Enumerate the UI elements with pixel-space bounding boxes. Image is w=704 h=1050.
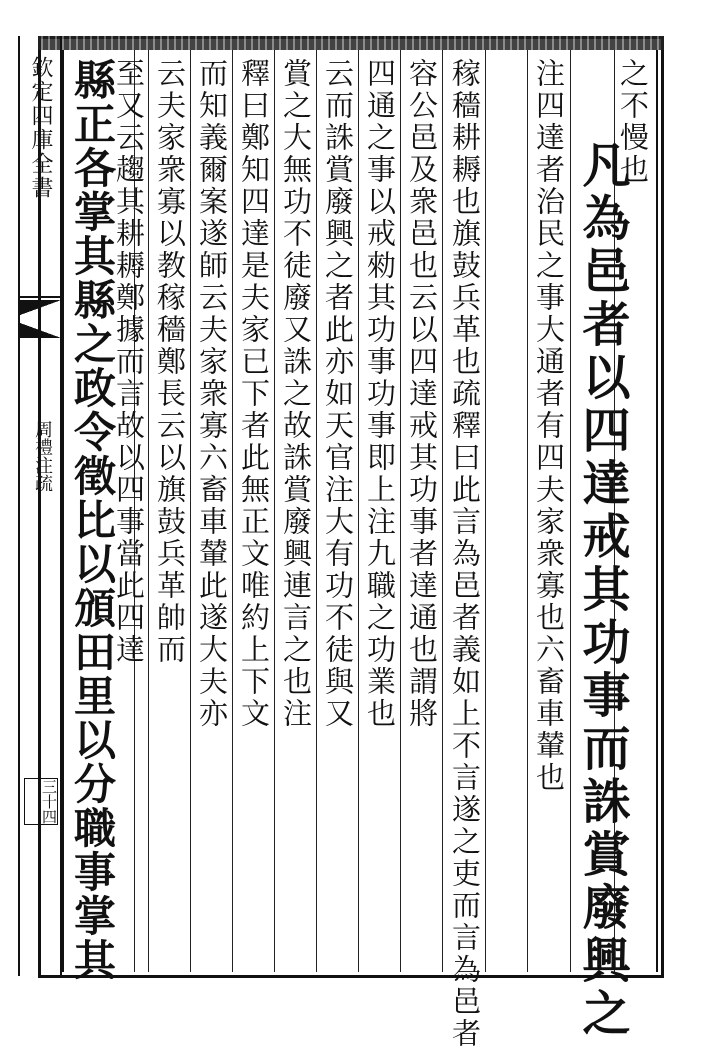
column-rule <box>442 50 443 972</box>
text-column-9: 釋曰鄭知四達是夫家已下者此無正文唯約上下文 <box>237 58 271 730</box>
column-rule <box>400 50 401 972</box>
text-column-4: 稼穡耕耨也旗鼓兵革也疏釋曰此言為邑者義如上不言遂之吏而言為邑者 <box>448 58 482 1050</box>
text-column-8: 賞之大無功不徒廢又誅之故誅賞廢興連言之也注 <box>279 58 313 730</box>
text-column-6: 四通之事以戒勑其功事功事即上注九職之功業也 <box>363 58 397 730</box>
text-column-13: 縣正各掌其縣之政令徵比以頒田里以分職事掌其 <box>68 58 117 982</box>
text-column-12: 至又云趨其耕耨鄭據而言故以四事當此四達 <box>112 58 146 666</box>
text-column-11: 云夫家衆寡以教稼穡鄭長云以旗鼓兵革帥而 <box>153 58 187 666</box>
text-column-3: 注四達者治民之事大通者有四夫家衆寡也六畜車輦也 <box>532 58 566 794</box>
book-title: 欽定四庫全書 <box>28 56 53 200</box>
page-number: 三十四 <box>24 778 58 825</box>
text-column-1: 之不慢也 <box>616 58 650 186</box>
column-rule <box>190 50 191 972</box>
text-frame <box>62 50 658 972</box>
column-rule <box>358 50 359 972</box>
column-rule <box>148 50 149 972</box>
column-rule <box>232 50 233 972</box>
text-column-7: 云而誅賞廢興之者此亦如天官注大有功不徒與又 <box>321 58 355 730</box>
section-label: 周禮注疏 <box>32 420 53 492</box>
column-rule <box>485 50 486 972</box>
column-rule <box>316 50 317 972</box>
text-column-5: 容公邑及衆邑也云以四達戒其功事者達通也謂將 <box>405 58 439 730</box>
text-column-10: 而知義爾案遂師云夫家衆寡六畜車輦此遂大夫亦 <box>195 58 229 730</box>
column-rule <box>527 50 528 972</box>
column-rule <box>274 50 275 972</box>
column-rule <box>570 50 571 972</box>
fishtail-mark <box>18 300 62 338</box>
text-column-2: 凡為邑者以四達戒其功事而誅賞廢興之 <box>574 140 630 1041</box>
fishtail-line <box>18 296 62 298</box>
top-border-band <box>38 36 664 50</box>
